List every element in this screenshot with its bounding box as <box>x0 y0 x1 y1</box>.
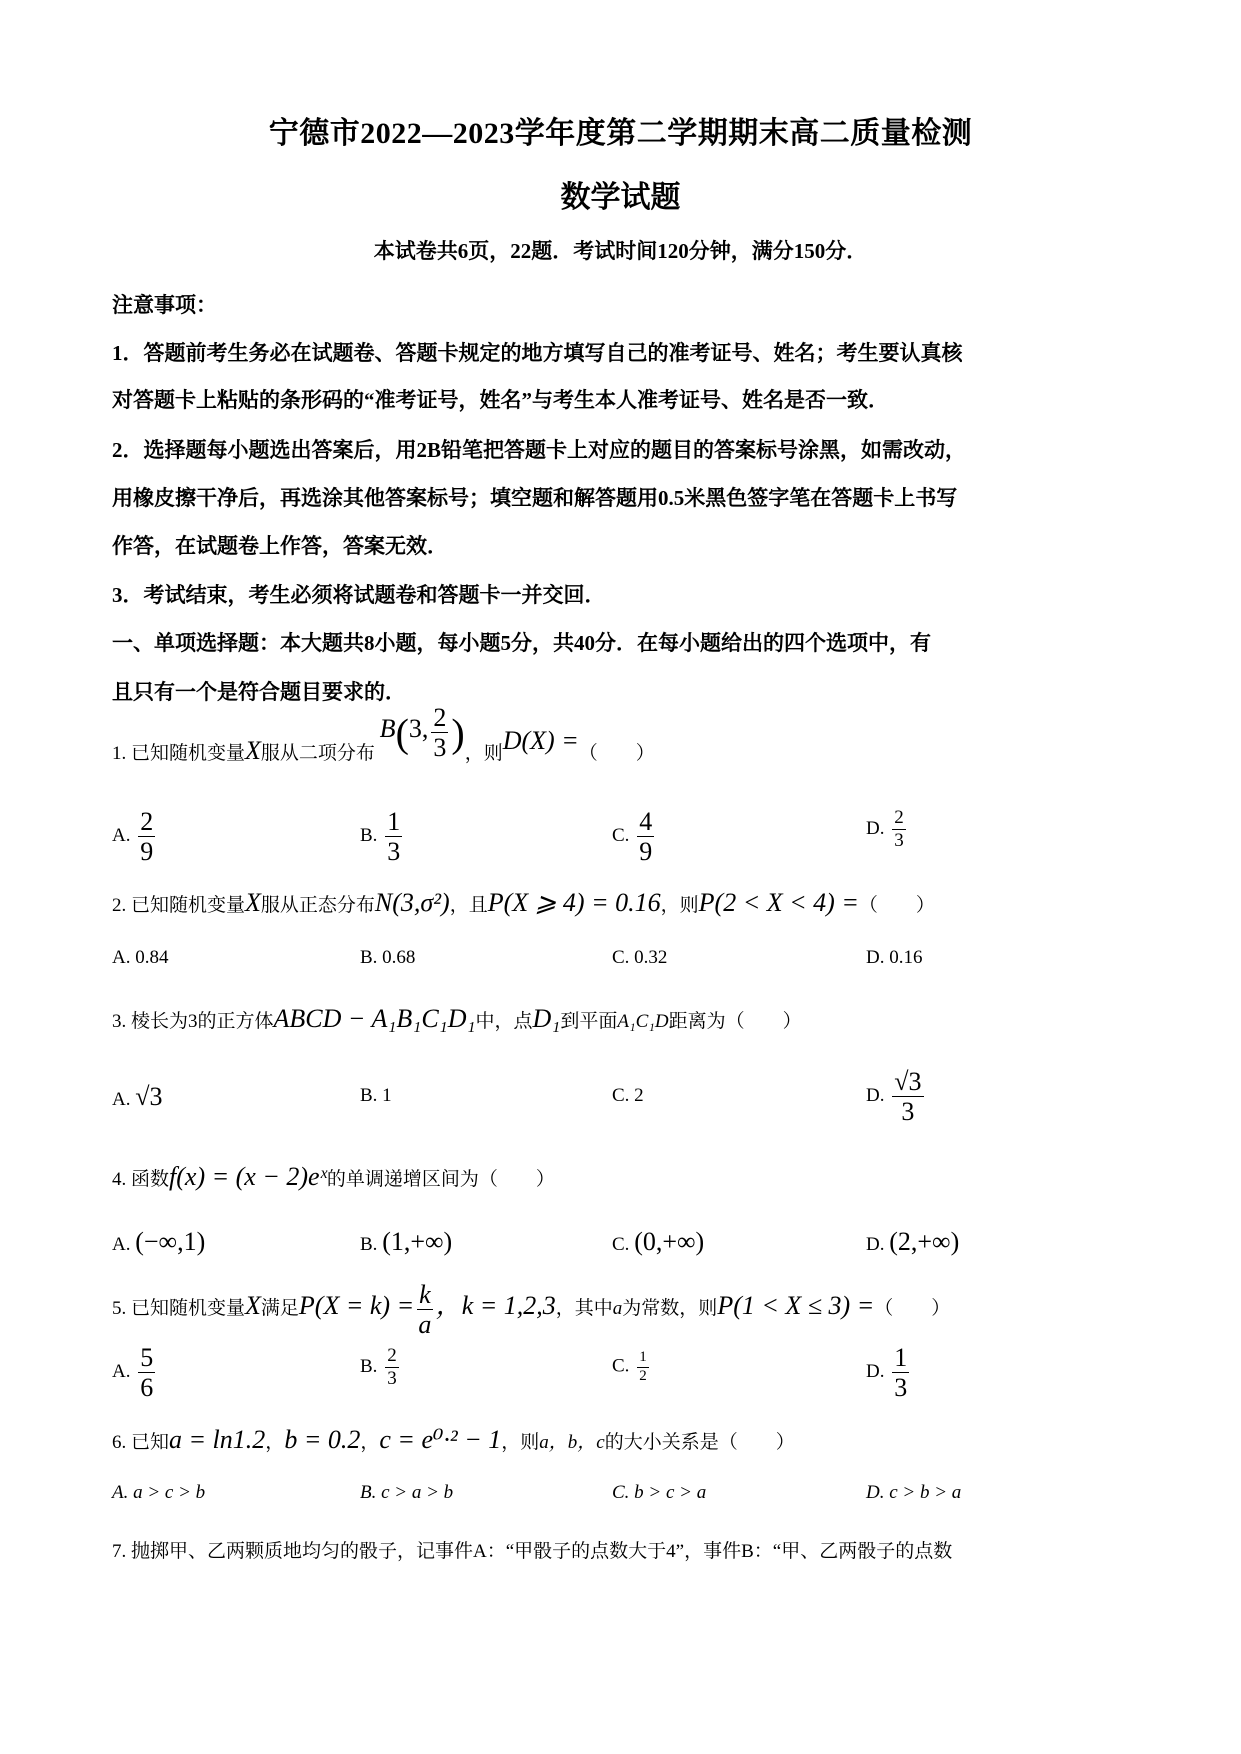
q6-option-a[interactable]: A. a > c > b <box>112 1482 206 1503</box>
exam-info: 本试卷共6页，22题．考试时间120分钟，满分150分． <box>373 239 868 263</box>
notice-item-1-line-1: 1．答题前考生务必在试题卷、答题卡规定的地方填写自己的准考证号、姓名；考生要认真核 <box>112 341 963 365</box>
q5-option-d[interactable]: D. $\frac{1}{3}$ <box>866 1343 908 1403</box>
q3-option-d[interactable]: D. $\frac{√3}{3}$ <box>866 1067 922 1127</box>
q1-option-b[interactable]: B. $\frac{1}{3}$ <box>360 807 401 867</box>
question-2: 2. 已知随机变量X服从正态分布N(3,σ²)，且P(X ⩾ 4) = 0.16，则P(2 < X < 4) =（ ） <box>112 888 935 917</box>
notice-item-3: 3．考试结束，考生必须将试题卷和答题卡一并交回． <box>112 583 606 607</box>
q4-option-d[interactable]: D. (2,+∞) <box>866 1227 960 1256</box>
q6-option-b[interactable]: B. c > a > b <box>360 1482 454 1503</box>
q3-option-b[interactable]: B. 1 <box>360 1085 392 1106</box>
q5-option-a[interactable]: A. $\frac{5}{6}$ <box>112 1343 154 1403</box>
q2-option-a[interactable]: A. 0.84 <box>112 947 169 968</box>
notice-item-2-line-3: 作答，在试题卷上作答，答案无效． <box>112 534 448 558</box>
q2-option-b[interactable]: B. 0.68 <box>360 947 416 968</box>
notice-heading: 注意事项： <box>112 293 217 317</box>
q4-option-a[interactable]: A. (−∞,1) <box>112 1227 206 1256</box>
q3-option-a[interactable]: A. √3 <box>112 1082 163 1111</box>
section-1-line-1: 一、单项选择题：本大题共8小题，每小题5分，共40分．在每小题给出的四个选项中，有 <box>112 631 931 655</box>
exam-title: 宁德市2022—2023学年度第二学期期末高二质量检测 <box>268 117 973 150</box>
exam-subtitle: 数学试题 <box>560 181 681 214</box>
q6-option-c[interactable]: C. b > c > a <box>612 1482 707 1503</box>
question-5: 5. 已知随机变量X满足P(X = k) = $\frac{k}{a}$ ，k = 1,2,3，其中a为常数，则P(1 < X ≤ 3) =（ ） <box>112 1280 951 1340</box>
q1-option-a[interactable]: A. $\frac{2}{9}$ <box>112 807 154 867</box>
question-7: 7. 抛掷甲、乙两颗质地均匀的骰子，记事件A：“甲骰子的点数大于4”，事件B：“甲、乙两骰子的点数 <box>112 1541 953 1562</box>
q5-option-c[interactable]: C. $\frac{1}{2}$ <box>612 1349 647 1384</box>
q5-option-b[interactable]: B. $\frac{2}{3}$ <box>360 1345 397 1389</box>
q6-option-d[interactable]: D. c > b > a <box>866 1482 962 1503</box>
question-1: 1. 已知随机变量X服从二项分布 B(3, $\frac{2}{3}$ )，则D(X) =（ ） <box>112 703 655 766</box>
question-3: 3. 棱长为3的正方体ABCD − A₁B₁C₁D₁中，点D₁到平面A₁C₁D距离为（ ） <box>112 1004 802 1033</box>
q4-option-b[interactable]: B. (1,+∞) <box>360 1227 453 1256</box>
q1-option-c[interactable]: C. $\frac{4}{9}$ <box>612 807 653 867</box>
q4-option-c[interactable]: C. (0,+∞) <box>612 1227 705 1256</box>
q1-option-d[interactable]: D. $\frac{2}{3}$ <box>866 807 904 851</box>
section-1-line-2: 且只有一个是符合题目要求的． <box>112 680 406 704</box>
notice-item-2-line-2: 用橡皮擦干净后，再选涂其他答案标号；填空题和解答题用0.5米黑色签字笔在答题卡上书写 <box>112 486 958 510</box>
notice-item-2-line-1: 2．选择题每小题选出答案后，用2B铅笔把答题卡上对应的题目的答案标号涂黑，如需改动， <box>112 438 967 462</box>
question-6: 6. 已知a = ln1.2，b = 0.2，c = e⁰·² − 1，则a，b，c的大小关系是（ ） <box>112 1425 795 1454</box>
q2-option-c[interactable]: C. 0.32 <box>612 947 668 968</box>
q2-option-d[interactable]: D. 0.16 <box>866 947 923 968</box>
question-4: 4. 函数f(x) = (x − 2)eˣ的单调递增区间为（ ） <box>112 1162 555 1191</box>
notice-item-1-line-2: 对答题卡上粘贴的条形码的“准考证号，姓名”与考生本人准考证号、姓名是否一致． <box>112 388 889 412</box>
q3-option-c[interactable]: C. 2 <box>612 1085 644 1106</box>
